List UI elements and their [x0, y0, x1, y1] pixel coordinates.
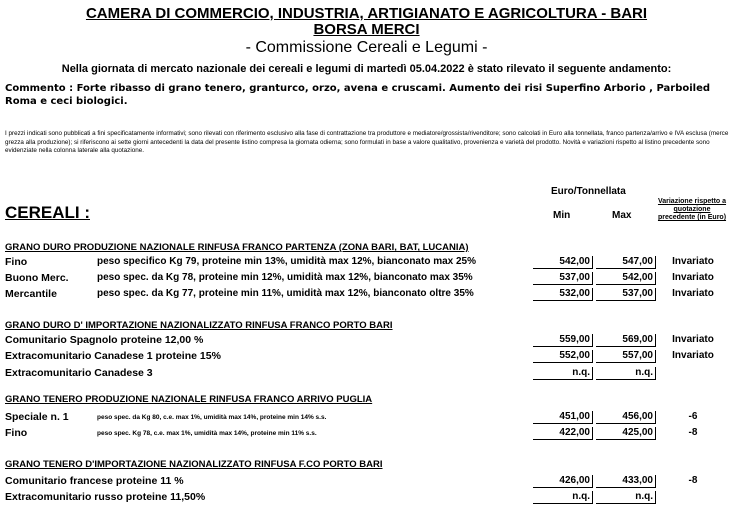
- price-min: 552,00: [533, 350, 593, 363]
- table-row: [0, 334, 733, 348]
- row-name: Mercantile: [5, 288, 57, 300]
- price-max: 456,00: [596, 411, 656, 424]
- table-row: [0, 288, 733, 302]
- price-max: 433,00: [596, 475, 656, 488]
- row-name: Comunitario francese proteine 11 %: [5, 475, 184, 487]
- table-row: [0, 411, 733, 425]
- price-min: 559,00: [533, 334, 593, 347]
- price-min: 451,00: [533, 411, 593, 424]
- table-row: [0, 491, 733, 505]
- row-name: Extracomunitario Canadese 1 proteine 15%: [5, 350, 221, 362]
- disclaimer-text: I prezzi indicati sono pubblicati a fini specificatamente informativi; sono rilevati con riferimento esclusivo alla fase di contrattazione tra produttore e mediatore/grossista/rivenditore; sono calcolati in Euro alla tonnellata, franco partenza/arrivo e IVA esclusa (merce grezza alla produzione); si riferiscono ai sette giorni antecedenti la data del presente listino compresa la giornata odierna; sono formulati in base a valore qualitativo, provenienza e varietà del prodotto. Novità e variazioni rispetto al listino precedente sono evidenziate nella colonna laterale alla quotazione.: [5, 130, 729, 155]
- price-min: n.q.: [533, 367, 593, 380]
- price-max: n.q.: [596, 491, 656, 504]
- price-min: 542,00: [533, 256, 593, 269]
- price-variation: Invariato: [672, 288, 714, 299]
- price-variation: -8: [688, 475, 698, 486]
- table-row: [0, 427, 733, 441]
- price-variation: Invariato: [672, 272, 714, 283]
- title-commission: - Commissione Cereali e Legumi -: [245, 39, 488, 56]
- title-borsa-merci: BORSA MERCI: [313, 21, 420, 38]
- column-header-max: Max: [612, 210, 632, 221]
- price-variation: Invariato: [672, 334, 714, 345]
- price-max: 547,00: [596, 256, 656, 269]
- intro-text: Nella giornata di mercato nazionale dei cereali e legumi di martedì 05.04.2022 è stato rilevato il seguente andamento:: [61, 63, 672, 75]
- comment-text: Commento : Forte ribasso di grano tenero, granturco, orzo, avena e cruscami. Aumento dei risi Superfino Arborio , Parboiled Roma e ceci biologici.: [5, 83, 711, 107]
- price-min: n.q.: [533, 491, 593, 504]
- price-variation: Invariato: [672, 350, 714, 361]
- price-min: 537,00: [533, 272, 593, 285]
- price-max: 542,00: [596, 272, 656, 285]
- row-name: Buono Merc.: [5, 272, 69, 284]
- section-title: GRANO TENERO D'IMPORTAZIONE NAZIONALIZZATO RINFUSA F.CO PORTO BARI: [5, 459, 383, 470]
- price-max: 569,00: [596, 334, 656, 347]
- price-min: 422,00: [533, 427, 593, 440]
- row-description: peso spec. da Kg 80, c.e. max 1%, umidità max 14%, proteine min 14% s.s.: [97, 414, 327, 421]
- table-row: [0, 350, 733, 364]
- price-max: 557,00: [596, 350, 656, 363]
- price-max: 537,00: [596, 288, 656, 301]
- price-variation: -8: [688, 427, 698, 438]
- table-row: [0, 272, 733, 286]
- row-name: Speciale n. 1: [5, 411, 69, 423]
- row-description: peso spec. da Kg 77, proteine min 11%, umidità max 12%, bianconato oltre 35%: [97, 288, 474, 299]
- row-name: Extracomunitario russo proteine 11,50%: [5, 491, 206, 503]
- row-name: Fino: [5, 256, 28, 268]
- price-max: n.q.: [596, 367, 656, 380]
- column-header-unit: Euro/Tonnellata: [551, 186, 626, 197]
- row-name: Fino: [5, 427, 28, 439]
- table-row: [0, 475, 733, 489]
- price-min: 532,00: [533, 288, 593, 301]
- section-title: GRANO TENERO PRODUZIONE NAZIONALE RINFUSA FRANCO ARRIVO PUGLIA: [5, 394, 373, 405]
- row-description: peso specifico Kg 79, proteine min 13%, umidità max 12%, bianconato max 25%: [97, 256, 477, 267]
- row-name: Extracomunitario Canadese 3: [5, 367, 153, 379]
- section-title: GRANO DURO PRODUZIONE NAZIONALE RINFUSA FRANCO PARTENZA (ZONA BARI, BAT, LUCANIA): [5, 242, 469, 253]
- title-chamber: CAMERA DI COMMERCIO, INDUSTRIA, ARTIGIANATO E AGRICOLTURA - BARI: [85, 5, 648, 22]
- table-row: [0, 256, 733, 270]
- price-max: 425,00: [596, 427, 656, 440]
- price-min: 426,00: [533, 475, 593, 488]
- column-header-min: Min: [553, 210, 571, 221]
- row-description: peso spec. Kg 78, c.e. max 1%, umidità max 14%, proteine min 11% s.s.: [97, 430, 317, 437]
- table-row: [0, 367, 733, 381]
- category-title: CEREALI :: [5, 203, 90, 222]
- price-variation: -6: [688, 411, 698, 422]
- price-variation: Invariato: [672, 256, 714, 267]
- row-name: Comunitario Spagnolo proteine 12,00 %: [5, 334, 204, 346]
- column-header-variation: Variazione rispetto a quotazione precedente (in Euro): [657, 198, 727, 221]
- section-title: GRANO DURO D' IMPORTAZIONE NAZIONALIZZATO RINFUSA FRANCO PORTO BARI: [5, 320, 393, 331]
- row-description: peso spec. da Kg 78, proteine min 12%, umidità max 12%, bianconato max 35%: [97, 272, 473, 283]
